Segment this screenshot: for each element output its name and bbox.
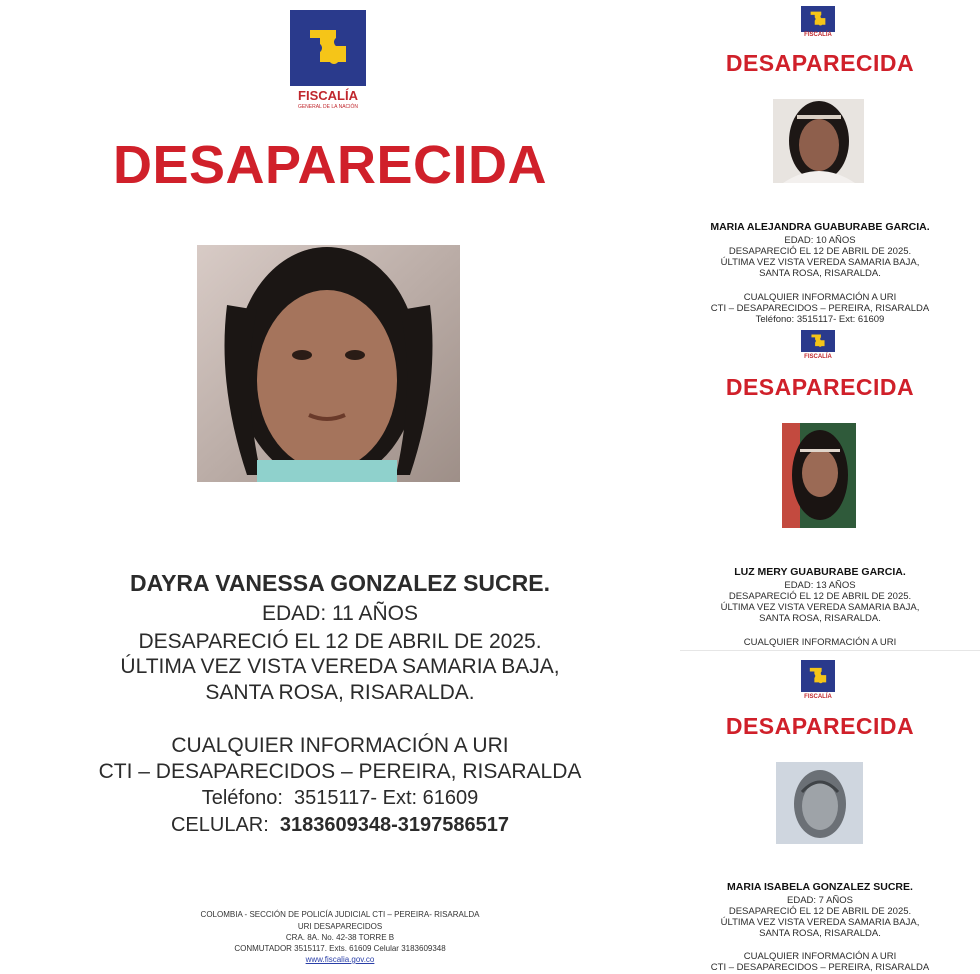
side-3-headline: DESAPARECIDA bbox=[725, 713, 915, 739]
side-2-disappeared: DESAPARECIÓ EL 12 DE ABRIL DE 2025. bbox=[728, 591, 912, 602]
main-cell-value: 3183609348-3197586517 bbox=[279, 814, 510, 836]
side-1-fiscalia-logo bbox=[801, 6, 835, 32]
side-2-logo-text: FISCALÍA bbox=[804, 354, 832, 360]
side-1-logo-text: FISCALÍA bbox=[804, 32, 832, 38]
side-2-puzzle-icon bbox=[810, 333, 826, 349]
fiscalia-website-link[interactable]: www.fiscalia.gov.co bbox=[305, 955, 375, 964]
side-3-fiscalia-logo bbox=[801, 660, 835, 692]
main-phone-label: Teléfono: bbox=[201, 787, 283, 809]
main-cell-label: CELULAR: bbox=[170, 814, 269, 836]
main-last-seen-2: SANTA ROSA, RISARALDA. bbox=[205, 681, 475, 704]
side-2-last-seen-1: ÚLTIMA VEZ VISTA VEREDA SAMARIA BAJA, bbox=[720, 602, 920, 613]
side-1-contact-3: Teléfono: 3515117- Ext: 61609 bbox=[755, 314, 885, 323]
footer-line-4: CONMUTADOR 3515117. Exts. 61609 Celular 3183609348 bbox=[234, 944, 446, 953]
side-1-contact-2: CTI – DESAPARECIDOS – PEREIRA, RISARALDA bbox=[710, 303, 930, 314]
main-last-seen-1: ÚLTIMA VEZ VISTA VEREDA SAMARIA BAJA, bbox=[120, 655, 560, 678]
side-1-age: EDAD: 10 AÑOS bbox=[784, 235, 856, 246]
main-disappeared-date: DESAPARECIÓ EL 12 DE ABRIL DE 2025. bbox=[138, 630, 542, 653]
side-1-name: MARIA ALEJANDRA GUABURABE GARCIA. bbox=[710, 221, 930, 233]
main-missing-person-photo bbox=[197, 245, 460, 482]
side-posters-column bbox=[680, 0, 980, 974]
side-1-puzzle-icon bbox=[809, 10, 827, 28]
side-2-fiscalia-logo bbox=[801, 330, 835, 352]
side-1-contact-1: CUALQUIER INFORMACIÓN A URI bbox=[743, 292, 897, 303]
footer-line-3: CRA. 8A. No. 42-38 TORRE B bbox=[285, 933, 395, 942]
side-2-last-seen-2: SANTA ROSA, RISARALDA. bbox=[759, 613, 881, 624]
side-1-last-seen-2: SANTA ROSA, RISARALDA. bbox=[759, 268, 881, 279]
side-2-contact-1: CUALQUIER INFORMACIÓN A URI bbox=[743, 637, 897, 648]
side-1-last-seen-1: ÚLTIMA VEZ VISTA VEREDA SAMARIA BAJA, bbox=[720, 257, 920, 268]
main-phone-value: 3515117- Ext: 61609 bbox=[294, 787, 479, 809]
fiscalia-logo-subtext: GENERAL DE LA NACIÓN bbox=[297, 104, 359, 110]
side-3-name: MARIA ISABELA GONZALEZ SUCRE. bbox=[727, 881, 913, 893]
main-contact-2: CTI – DESAPARECIDOS – PEREIRA, RISARALDA bbox=[98, 760, 582, 783]
side-1-photo bbox=[773, 99, 864, 183]
side-2-photo bbox=[782, 423, 856, 528]
side-3-contact-1: CUALQUIER INFORMACIÓN A URI bbox=[743, 951, 897, 962]
main-cell-line bbox=[0, 814, 680, 837]
main-headline: DESAPARECIDA bbox=[112, 135, 548, 195]
side-3-age: EDAD: 7 AÑOS bbox=[787, 895, 853, 906]
side-1-disappeared: DESAPARECIÓ EL 12 DE ABRIL DE 2025. bbox=[728, 246, 912, 257]
footer-line-2: URI DESAPARECIDOS bbox=[297, 922, 383, 931]
side-1-headline: DESAPARECIDA bbox=[725, 50, 915, 76]
side-3-photo bbox=[776, 762, 863, 844]
puzzle-piece-icon bbox=[306, 26, 350, 70]
main-person-name: DAYRA VANESSA GONZALEZ SUCRE. bbox=[129, 570, 550, 596]
side-3-last-seen-2: SANTA ROSA, RISARALDA. bbox=[759, 928, 881, 939]
main-contact-1: CUALQUIER INFORMACIÓN A URI bbox=[171, 734, 509, 757]
fiscalia-logo-text: FISCALÍA bbox=[298, 88, 358, 103]
main-phone-line bbox=[0, 787, 680, 810]
side-3-puzzle-icon bbox=[808, 666, 828, 686]
side-2-name: LUZ MERY GUABURABE GARCIA. bbox=[734, 566, 906, 578]
side-3-last-seen-1: ÚLTIMA VEZ VISTA VEREDA SAMARIA BAJA, bbox=[720, 917, 920, 928]
side-3-contact-2: CTI – DESAPARECIDOS – PEREIRA, RISARALDA bbox=[710, 962, 930, 973]
footer-line-1: COLOMBIA - SECCIÓN DE POLICÍA JUDICIAL CTI – PEREIRA- RISARALDA bbox=[200, 910, 480, 919]
side-1-contact-3-clip bbox=[680, 314, 980, 323]
main-person-age: EDAD: 11 AÑOS bbox=[261, 602, 418, 625]
side-2-age: EDAD: 13 AÑOS bbox=[784, 580, 856, 591]
side-3-disappeared: DESAPARECIÓ EL 12 DE ABRIL DE 2025. bbox=[728, 906, 912, 917]
side-3-logo-text: FISCALÍA bbox=[804, 694, 832, 700]
side-divider-2 bbox=[680, 650, 980, 651]
fiscalia-logo bbox=[290, 10, 366, 86]
side-2-headline: DESAPARECIDA bbox=[725, 374, 915, 400]
